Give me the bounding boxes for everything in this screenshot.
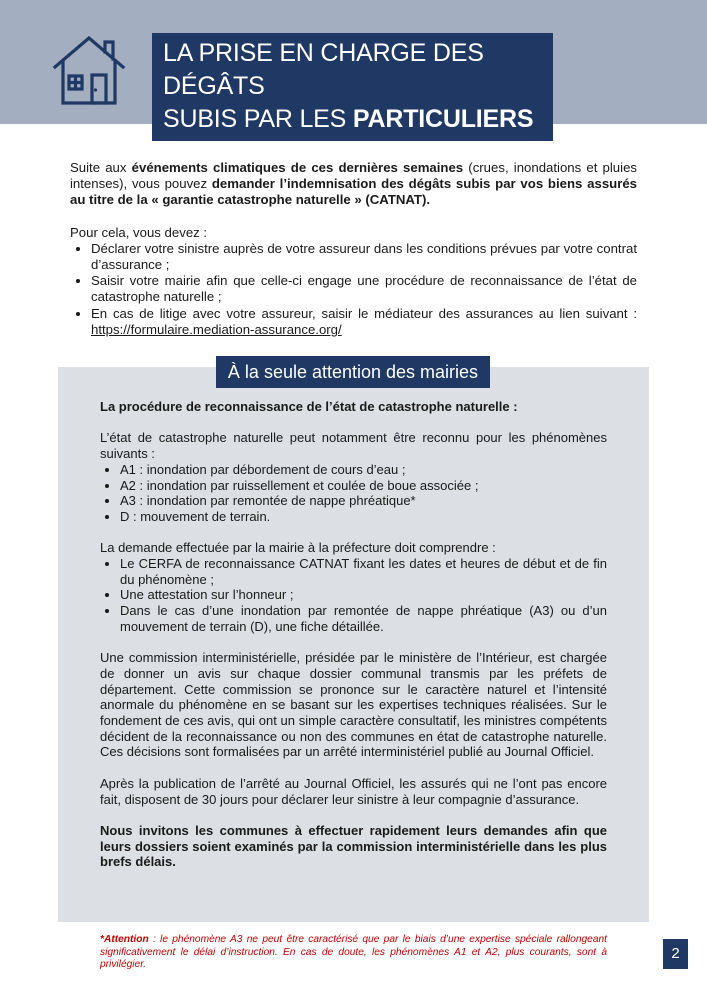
after-paragraph: Après la publication de l’arrêté au Journal Officiel, les assurés qui ne l’ont pas encore fait, disposent de 30 jours pour déclarer leur sinistre à leur compagnie d’assurance. — [100, 775, 607, 807]
list-item-text: En cas de litige avec votre assureur, saisir le médiateur des assurances au lien suivant : — [91, 305, 637, 321]
page-title — [152, 33, 553, 141]
panel-heading: La procédure de reconnaissance de l’état de catastrophe naturelle : — [100, 399, 518, 414]
title-line-2-prefix: SUBIS PAR LES — [163, 105, 353, 133]
list-item: • A3 : inondation par remontée de nappe phréatique* — [120, 493, 607, 509]
phenomena-intro: L’état de catastrophe naturelle peut notamment être reconnu pour les phénomènes suivants : — [100, 430, 607, 462]
panel-content — [100, 399, 607, 870]
list-item — [91, 306, 637, 338]
intro-text-3: (crues, inondations et pluies intenses), vous pouvez — [70, 160, 637, 192]
title-line-1: LA PRISE EN CHARGE DES DÉGÂTS — [163, 39, 484, 100]
list-item: • Dans le cas d’une inondation par remontée de nappe phréatique (A3) ou d’un mouvement de terrain (D), une fiche détaillée. — [120, 603, 607, 634]
mediation-link[interactable]: https://formulaire.mediation-assurance.org/ — [91, 321, 342, 337]
intro-text-4-bold: demander l’indemnisation des dégâts subis par vos biens assurés au titre de la « garantie catastrophe naturelle » (CATNAT). — [70, 176, 638, 208]
footnote — [100, 934, 607, 972]
commission-paragraph: Une commission interministérielle, présidée par le ministère de l’Intérieur, est chargée de donner un avis sur chaque dossier communal transmis par les préfets de département. Cette commission se prononce sur le caractère naturel et l’intensité anormale du phénomène en se basant sur les expertises techniques réalisées. Sur le fondement de ces avis, qui ont un simple caractère consultatif, les ministres compétents décident de la reconnaissance ou non des communes en état de catastrophe naturelle. Ces décisions sont formalisées par un arrêté interministériel publié au Journal Officiel. — [100, 650, 607, 760]
intro-lead: Pour cela, vous devez : — [70, 224, 208, 240]
closing-paragraph: Nous invitons les communes à effectuer rapidement leurs demandes afin que leurs dossiers soient examinés par la commission interministérielle dans les plus brefs délais. — [100, 822, 607, 870]
intro-section — [70, 160, 637, 338]
page-number: 2 — [663, 939, 688, 969]
title-line-2 — [163, 103, 541, 136]
requirements-intro: La demande effectuée par la mairie à la préfecture doit comprendre : — [100, 540, 496, 556]
list-item: • Une attestation sur l’honneur ; — [120, 587, 607, 603]
intro-list — [70, 241, 637, 338]
intro-text-1: Suite aux — [70, 160, 132, 175]
phenomena-list — [100, 462, 607, 525]
intro-paragraph — [70, 160, 637, 209]
title-line-2-bold: PARTICULIERS — [352, 105, 534, 133]
header-band — [0, 0, 707, 133]
intro-text-2-bold: événements climatiques de ces dernières semaines — [131, 160, 464, 175]
list-item: • Le CERFA de reconnaissance CATNAT fixant les dates et heures de début et de fin du phénomène ; — [120, 556, 607, 587]
list-item: • D : mouvement de terrain. — [120, 509, 607, 525]
list-item: • Saisir votre mairie afin que celle-ci engage une procédure de reconnaissance de l’état de catastrophe naturelle ; — [91, 273, 637, 305]
list-item: • A2 : inondation par ruissellement et coulée de boue associée ; — [120, 478, 607, 494]
house-icon — [52, 34, 126, 106]
list-item: • A1 : inondation par débordement de cours d’eau ; — [120, 462, 607, 478]
list-item: • Déclarer votre sinistre auprès de votre assureur dans les conditions prévues par votre contrat d’assurance ; — [91, 241, 637, 273]
panel-tag: À la seule attention des mairies — [216, 356, 490, 388]
footnote-text: : le phénomène A3 ne peut être caractérisé que par le biais d’une expertise spéciale rallongeant significativement le délai d’instruction. En cas de doute, les phénomènes A1 et A2, plus courants, sont à privilégier. — [100, 934, 607, 971]
requirements-list — [100, 556, 607, 635]
footnote-label: *Attention — [100, 934, 149, 945]
